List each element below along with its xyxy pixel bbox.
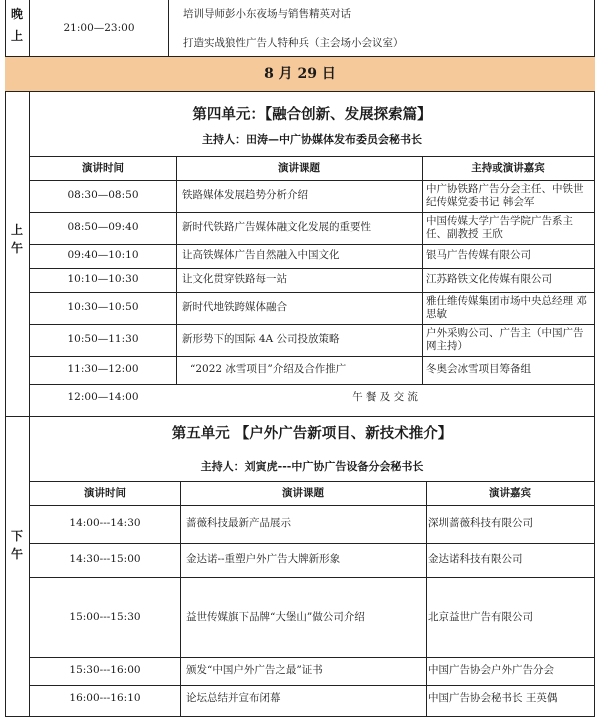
unit5-col-divider-1	[180, 481, 181, 717]
row-speaker: 雅仕维传媒集团市场中央总经理 邓思敏	[426, 295, 587, 320]
row-speaker: 金达诺科技有限公司	[428, 553, 523, 565]
unit4-col-divider-1	[176, 156, 177, 384]
table-row	[30, 324, 594, 356]
row-topic: 新形势下的国际 4A 公司投放策略	[182, 333, 340, 345]
row-time: 16:00---16:10	[69, 692, 141, 704]
unit4-table-line	[30, 384, 594, 385]
row-time: 08:50—09:40	[67, 221, 139, 233]
unit5-period-2: 午	[10, 547, 23, 561]
row-time: 09:40—10:10	[67, 249, 139, 261]
unit5-header-row	[30, 481, 594, 505]
unit5-table-top	[30, 481, 594, 482]
unit5-table-line	[30, 577, 594, 578]
row-time: 10:10—10:30	[67, 273, 139, 285]
table-row	[30, 180, 594, 212]
evening-border-left	[5, 0, 6, 56]
table-row	[30, 577, 594, 657]
table-row	[30, 244, 594, 268]
row-topic: “2022 冰雪项目”介绍及合作推广	[190, 363, 347, 375]
unit4-period-2: 午	[10, 241, 23, 255]
date-label: 8 月 29 日	[264, 66, 336, 82]
evening-divider-1	[29, 0, 30, 56]
unit4-table-line	[30, 212, 594, 213]
unit5-header-topic: 演讲课题	[282, 487, 324, 499]
unit4-table-top	[30, 156, 594, 157]
unit5-table-line	[30, 685, 594, 686]
row-topic: 新时代铁路广告媒体融文化发展的重要性	[182, 221, 371, 233]
row-topic: 金达诺--重塑户外广告大牌新形象	[186, 553, 341, 565]
evening-border-right	[594, 0, 595, 56]
row-speaker: 江苏路铁文化传媒有限公司	[426, 273, 552, 285]
table-row	[30, 505, 594, 543]
unit4-header-speaker: 主持或演讲嘉宾	[471, 162, 545, 174]
unit4-period-1: 上	[10, 223, 23, 237]
unit5-table-line	[30, 505, 594, 506]
row-speaker: 深圳蔷薇科技有限公司	[428, 517, 533, 529]
row-topic: 让高铁媒体广告自然融入中国文化	[182, 249, 340, 261]
unit5-col-divider-2	[426, 481, 427, 717]
row-time: 10:50—11:30	[67, 333, 139, 345]
evening-item-2: 打造实战狼性广告人特种兵（主会场小会议室）	[183, 37, 404, 49]
row-topic: 论坛总结并宣布闭幕	[186, 692, 281, 704]
row-speaker: 北京益世广告有限公司	[428, 611, 533, 623]
table-row	[30, 356, 594, 384]
table-row	[30, 268, 594, 292]
row-speaker: 户外采购公司、广告主（中国广告网主持）	[426, 327, 584, 352]
unit5-title: 第五单元 【户外广告新项目、新技术推介】	[171, 425, 453, 442]
row-time: 10:30—10:50	[67, 301, 139, 313]
table-row	[30, 543, 594, 577]
evening-divider-2	[168, 0, 169, 56]
row-speaker: 中国广告协会秘书长 王英偶	[428, 692, 558, 704]
row-topic: 让文化贯穿铁路每一站	[182, 273, 287, 285]
unit4-col-divider-2	[422, 156, 423, 384]
row-speaker: 中广协铁路广告分会主任、中铁世纪传媒党委书记 韩会军	[426, 183, 584, 208]
table-row	[30, 685, 594, 713]
unit5-header-time: 演讲时间	[84, 487, 126, 499]
unit5-table	[30, 481, 594, 717]
unit5-header-speaker: 演讲嘉宾	[489, 487, 531, 499]
row-speaker: 中国传媒大学广告学院广告系主任、副教授 王欣	[426, 215, 573, 240]
row-speaker: 银马广告传媒有限公司	[426, 249, 531, 261]
table-row	[30, 657, 594, 685]
row-topic: 午 餐 及 交 流	[352, 391, 418, 403]
unit4-host: 主持人：田涛—中广协媒体发布委员会秘书长	[202, 133, 422, 146]
page-bottom	[5, 716, 595, 717]
unit4-table	[30, 156, 594, 416]
row-topic: 蔷薇科技最新产品展示	[186, 517, 291, 529]
evening-item-1: 培训导师彭小东夜场与销售精英对话	[183, 8, 351, 20]
table-row	[30, 212, 594, 244]
unit4-header-time: 演讲时间	[82, 162, 124, 174]
evening-time: 21:00—23:00	[63, 22, 135, 34]
evening-block	[5, 0, 595, 56]
unit5-table-line	[30, 657, 594, 658]
unit4-border-right	[594, 92, 595, 416]
unit4-table-line	[30, 180, 594, 181]
row-topic: 新时代地铁跨媒体融合	[182, 301, 287, 313]
unit5-table-line	[30, 543, 594, 544]
row-time: 14:00---14:30	[69, 517, 141, 529]
row-time: 15:00---15:30	[69, 611, 141, 623]
row-time: 14:30---15:00	[69, 553, 141, 565]
unit4-border-left	[5, 92, 6, 416]
date-band	[5, 57, 595, 91]
unit4-table-line	[30, 324, 594, 325]
unit5-border-left	[5, 417, 6, 717]
row-time: 11:30—12:00	[67, 363, 139, 375]
table-row	[30, 292, 594, 324]
unit4-table-line	[30, 244, 594, 245]
unit4-header-row	[30, 156, 594, 180]
row-time: 08:30—08:50	[67, 189, 139, 201]
row-topic: 颁发“中国户外广告之最”证书	[186, 664, 323, 676]
row-topic: 益世传媒旗下品牌“大堡山”做公司介绍	[186, 611, 365, 623]
row-time: 15:30---16:00	[69, 664, 141, 676]
row-speaker: 中国广告协会户外广告分会	[428, 664, 554, 676]
unit5-period-1: 下	[10, 529, 23, 543]
unit4-title: 第四单元：【融合创新、发展探索篇】	[192, 106, 432, 123]
unit4-table-line	[30, 268, 594, 269]
table-row	[30, 384, 594, 416]
unit5-host: 主持人：刘寅虎---中广协广告设备分会秘书长	[200, 460, 424, 473]
unit4-table-line	[30, 292, 594, 293]
unit5-border-right	[594, 417, 595, 717]
evening-label-2: 上	[10, 29, 23, 43]
row-time: 12:00—14:00	[67, 391, 139, 403]
unit4-table-line	[30, 356, 594, 357]
row-speaker: 冬奥会冰雪项目筹备组	[426, 363, 531, 375]
unit4-header-topic: 演讲课题	[278, 162, 320, 174]
row-topic: 铁路媒体发展趋势分析介绍	[182, 189, 308, 201]
evening-label-1: 晚	[10, 7, 23, 21]
